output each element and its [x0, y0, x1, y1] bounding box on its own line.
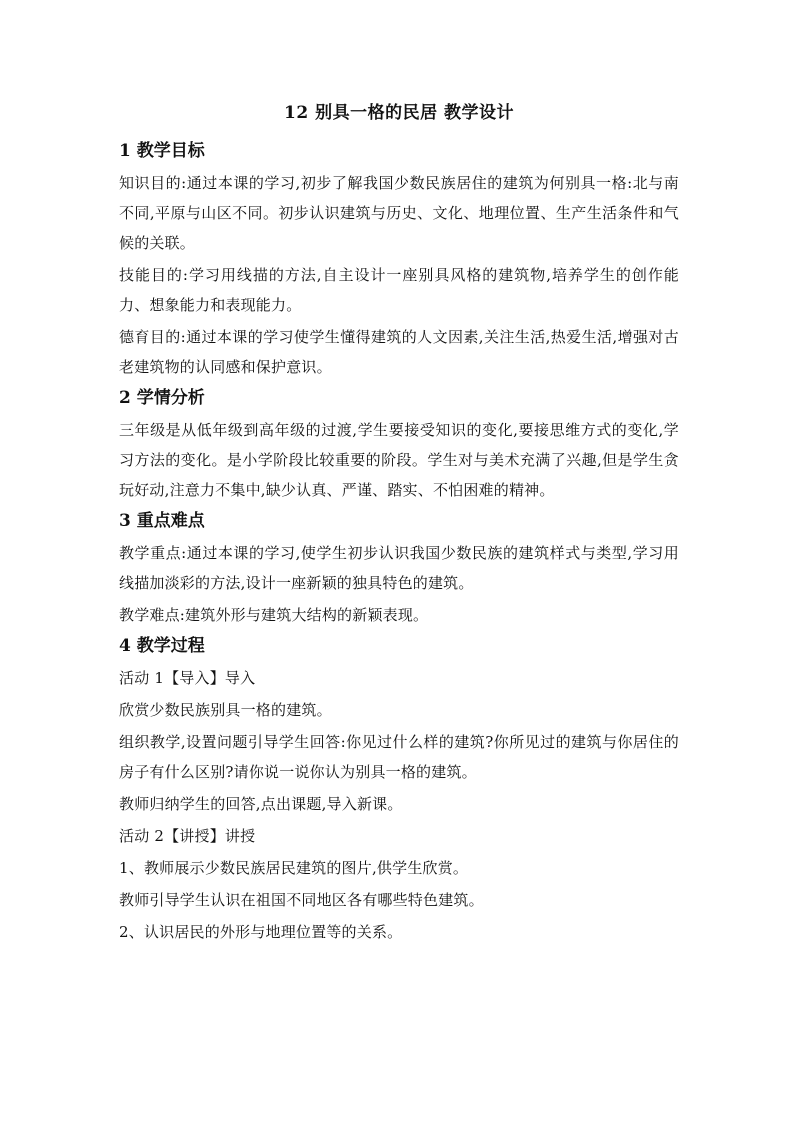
paragraph: 教学重点:通过本课的学习,使学生初步认识我国少数民族的建筑样式与类型,学习用线描加淡彩的方法,设计一座新颖的独具特色的建筑。	[119, 544, 679, 592]
section-heading: 1 教学目标	[119, 141, 205, 161]
paragraph: 知识目的:通过本课的学习,初步了解我国少数民族居住的建筑为何别具一格:北与南不同,平原与山区不同。初步认识建筑与历史、文化、地理位置、生产生活条件和气候的关联。	[119, 174, 679, 252]
paragraph: 1、教师展示少数民族居民建筑的图片,供学生欣赏。	[119, 859, 469, 877]
document-page	[119, 98, 679, 949]
paragraph: 组织教学,设置问题引导学生回答:你见过什么样的建筑?你所见过的建筑与你居住的房子有什么区别?请你说一说你认为别具一格的建筑。	[119, 733, 679, 781]
paragraph: 三年级是从低年级到高年级的过渡,学生要接受知识的变化,要接思维方式的变化,学习方法的变化。是小学阶段比较重要的阶段。学生对与美术充满了兴趣,但是学生贪玩好动,注意力不集中,缺少认真、严谨、踏实、不怕困难的精神。	[119, 421, 679, 499]
section-heading: 4 教学过程	[119, 636, 205, 656]
section-teaching-objectives	[119, 137, 679, 382]
paragraph: 教学难点:建筑外形与建筑大结构的新颖表现。	[119, 606, 429, 624]
paragraph: 2、认识居民的外形与地理位置等的关系。	[119, 923, 403, 941]
paragraph: 德育目的:通过本课的学习使学生懂得建筑的人文因素,关注生活,热爱生活,增强对古老建筑物的认同感和保护意识。	[119, 328, 679, 376]
paragraph: 教师引导学生认识在祖国不同地区各有哪些特色建筑。	[119, 891, 484, 909]
section-heading: 3 重点难点	[119, 511, 205, 531]
section-teaching-process	[119, 632, 679, 947]
section-key-difficult-points	[119, 507, 679, 630]
paragraph: 教师归纳学生的回答,点出课题,导入新课。	[119, 795, 403, 813]
section-learner-analysis	[119, 384, 679, 505]
paragraph: 技能目的:学习用线描的方法,自主设计一座别具风格的建筑物,培养学生的创作能力、想象能力和表现能力。	[119, 266, 679, 314]
document-title: 12 别具一格的民居 教学设计	[284, 103, 514, 123]
section-heading: 2 学情分析	[119, 388, 205, 408]
activity-label: 活动 2【讲授】讲授	[119, 827, 256, 845]
paragraph: 欣赏少数民族别具一格的建筑。	[119, 701, 332, 719]
activity-label: 活动 1【导入】导入	[119, 669, 256, 687]
